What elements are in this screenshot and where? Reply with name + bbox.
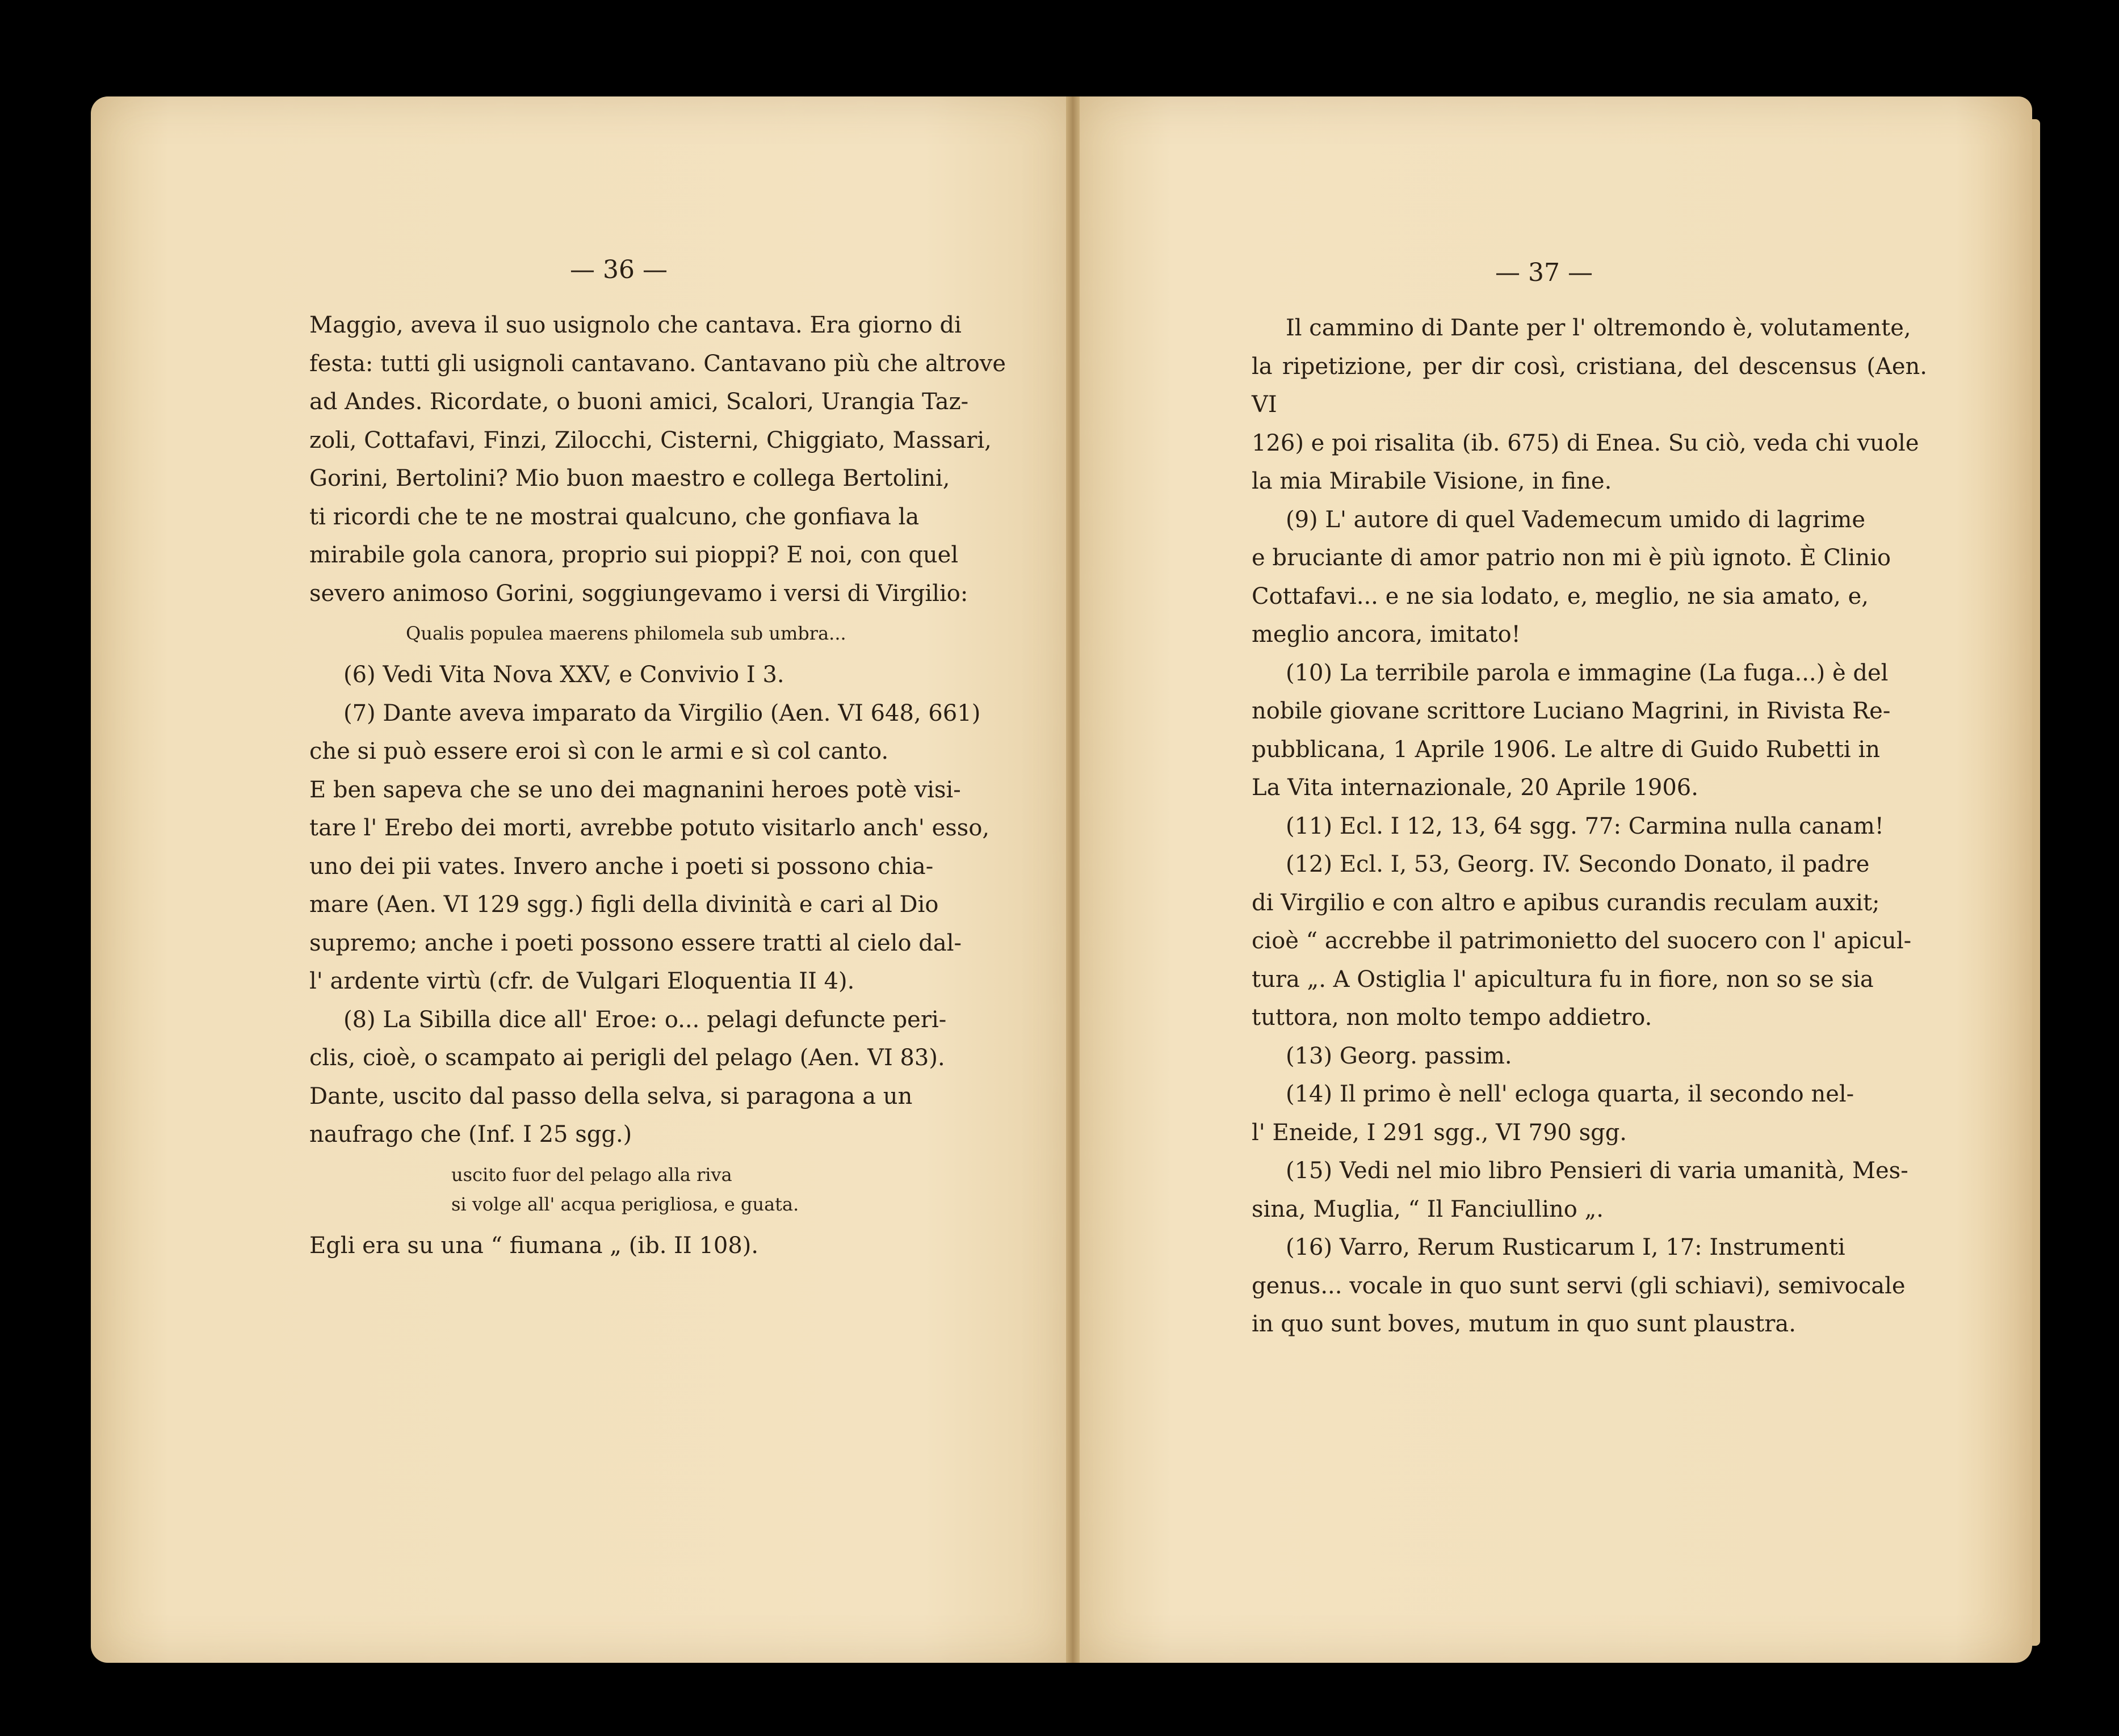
page-number-right: — 37 — [1495, 258, 1593, 287]
footnote-7-line: tare l' Erebo dei morti, avrebbe potuto visitarlo anch' esso, [309, 815, 990, 841]
footnote-9-line: meglio ancora, imitato! [1252, 621, 1521, 648]
text-line: la mia Mirabile Visione, in fine. [1252, 468, 1612, 494]
footnote-7-line: che si può essere eroi sì con le armi e sì col canto. [309, 738, 889, 764]
footnote-12-line: tuttora, non molto tempo addietro. [1252, 1004, 1652, 1031]
footnote-16-line: genus... vocale in quo sunt servi (gli schiavi), semivocale [1252, 1272, 1906, 1299]
footnote-7-line: uno dei pii vates. Invero anche i poeti si possono chia- [309, 853, 934, 880]
footnote-8-line: Dante, uscito dal passo della selva, si paragona a un [309, 1083, 913, 1109]
text-line: Egli era su una “ fiumana „ (ib. II 108). [309, 1232, 759, 1259]
text-line: la ripetizione, per dir così, cristiana, del descensus (Aen. VI [1252, 353, 1927, 418]
text-line: 126) e poi risalita (ib. 675) di Enea. Su ciò, veda chi vuole [1252, 430, 1919, 456]
footnote-14-line: l' Eneide, I 291 sgg., VI 790 sgg. [1252, 1119, 1627, 1146]
footnote-12-line: (12) Ecl. I, 53, Georg. IV. Secondo Donato, il padre [1286, 851, 1870, 877]
footnote-14-line: (14) Il primo è nell' ecloga quarta, il secondo nel- [1286, 1081, 1854, 1107]
text-line: mirabile gola canora, proprio sui pioppi? E noi, con quel [309, 542, 959, 568]
text-line: Gorini, Bertolini? Mio buon maestro e collega Bertolini, [309, 465, 950, 491]
footnote-16-line: (16) Varro, Rerum Rusticarum I, 17: Instrumenti [1286, 1234, 1845, 1260]
text-line: Maggio, aveva il suo usignolo che cantava. Era giorno di [309, 312, 962, 338]
page-edge [2032, 119, 2040, 1646]
open-book [91, 96, 2032, 1663]
footnote-10-line: (10) La terribile parola e immagine (La fuga...) è del [1286, 659, 1889, 686]
footnote-11: (11) Ecl. I 12, 13, 64 sgg. 77: Carmina nulla canam! [1286, 813, 1884, 839]
footnote-6: (6) Vedi Vita Nova XXV, e Convivio I 3. [343, 662, 784, 688]
footnote-8-line: (8) La Sibilla dice all' Eroe: o... pelagi defuncte peri- [343, 1006, 947, 1033]
footnote-8-line: naufrago che (Inf. I 25 sgg.) [309, 1121, 632, 1147]
footnote-9-line: Cottafavi... e ne sia lodato, e, meglio, ne sia amato, e, [1252, 583, 1869, 610]
verse-line: uscito fuor del pelago alla riva [451, 1163, 732, 1186]
text-line: Il cammino di Dante per l' oltremondo è, volutamente, [1286, 315, 1911, 341]
footnote-10-line: pubblicana, 1 Aprile 1906. Le altre di Guido Rubetti in [1252, 736, 1880, 763]
footnote-8-line: clis, cioè, o scampato ai perigli del pelago (Aen. VI 83). [309, 1045, 945, 1071]
text-line: zoli, Cottafavi, Finzi, Zilocchi, Cisterni, Chiggiato, Massari, [309, 427, 992, 453]
page-number-left: — 36 — [570, 255, 668, 284]
footnote-12-line: cioè “ accrebbe il patrimonietto del suocero con l' apicul- [1252, 928, 1912, 954]
book-gutter [1066, 96, 1080, 1663]
text-line: ti ricordi che te ne mostrai qualcuno, che gonfiava la [309, 503, 920, 530]
footnote-7-line: E ben sapeva che se uno dei magnanini heroes potè visi- [309, 776, 961, 803]
dante-verse [309, 1160, 1010, 1219]
latin-quote: Qualis populea maerens philomela sub umbra... [406, 623, 846, 644]
text-line: ad Andes. Ricordate, o buoni amici, Scalori, Urangia Taz- [309, 389, 969, 415]
verse-line: si volge all' acqua perigliosa, e guata. [451, 1193, 799, 1215]
footnote-12-line: tura „. A Ostiglia l' apicultura fu in fiore, non so se sia [1252, 966, 1874, 993]
footnote-15-line: sina, Muglia, “ Il Fanciullino „. [1252, 1196, 1604, 1222]
text-line: festa: tutti gli usignoli cantavano. Cantavano più che altrove [309, 350, 1006, 377]
right-text [1252, 309, 1927, 1344]
footnote-10-line: La Vita internazionale, 20 Aprile 1906. [1252, 775, 1698, 801]
text-line: severo animoso Gorini, soggiungevamo i versi di Virgilio: [309, 580, 968, 607]
left-text [309, 306, 1010, 1265]
footnote-10-line: nobile giovane scrittore Luciano Magrini, in Rivista Re- [1252, 698, 1891, 724]
footnote-15-line: (15) Vedi nel mio libro Pensieri di varia umanità, Mes- [1286, 1158, 1908, 1184]
footnote-7-line: l' ardente virtù (cfr. de Vulgari Eloquentia II 4). [309, 968, 855, 994]
footnote-12-line: di Virgilio e con altro e apibus curandis reculam auxit; [1252, 889, 1880, 916]
footnote-9-line: (9) L' autore di quel Vademecum umido di lagrime [1286, 506, 1866, 533]
footnote-7-line: (7) Dante aveva imparato da Virgilio (Aen. VI 648, 661) [343, 700, 981, 726]
footnote-13: (13) Georg. passim. [1286, 1043, 1512, 1069]
footnote-9-line: e bruciante di amor patrio non mi è più ignoto. È Clinio [1252, 545, 1891, 571]
footnote-16-line: in quo sunt boves, mutum in quo sunt plaustra. [1252, 1311, 1796, 1337]
footnote-7-line: supremo; anche i poeti possono essere tratti al cielo dal- [309, 930, 962, 956]
footnote-7-line: mare (Aen. VI 129 sgg.) figli della divinità e cari al Dio [309, 892, 939, 918]
